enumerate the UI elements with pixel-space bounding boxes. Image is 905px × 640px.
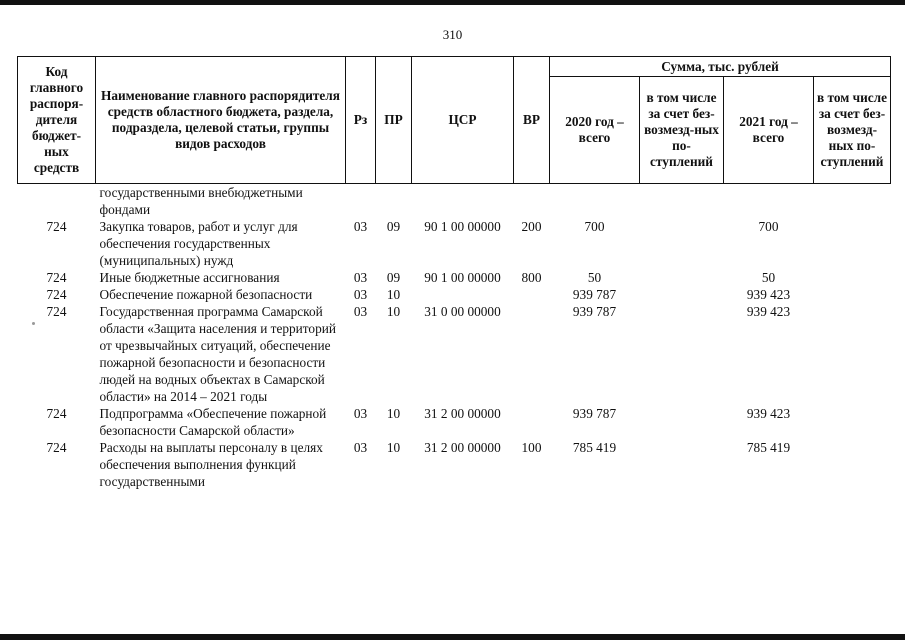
cell-rz: 03: [353, 287, 368, 302]
cell-vr: [514, 303, 550, 405]
cell-code: 724: [46, 270, 67, 285]
cell-2020-total: 939 787: [572, 304, 617, 319]
cell-name: Обеспечение пожарной безопасности: [99, 287, 313, 302]
cell-csr: [412, 184, 514, 219]
cell-2021-total: 50: [761, 270, 776, 285]
page-number: 310: [442, 27, 463, 42]
table-row: [18, 184, 891, 219]
top-border: [0, 0, 905, 5]
table-row: [18, 405, 891, 439]
cell-name: Иные бюджетные ассигнования: [99, 270, 280, 285]
table-row: [18, 439, 891, 490]
header-pr: ПР: [376, 57, 412, 184]
cell-2021-total: [724, 184, 814, 219]
cell-2021-total: 785 419: [746, 440, 791, 455]
cell-2020-total: [550, 184, 640, 219]
header-rz: Рз: [346, 57, 376, 184]
cell-pr: 10: [386, 440, 401, 455]
cell-2021-free: [814, 184, 891, 219]
budget-table: [17, 56, 891, 490]
cell-name: Расходы на выплаты персоналу в целях обеспечения выполнения функций государственными: [99, 440, 323, 489]
cell-pr: 09: [386, 270, 401, 285]
header-code: Код главного распоря-дителя бюджет-ных средств: [18, 57, 96, 184]
cell-name: Государственная программа Самарской области «Защита населения и территорий от чрезвычайных ситуаций, обеспечение пожарной безопасности и безопасности людей на водных объектах в Самарской области» на 2014 – 2021 годы: [99, 304, 336, 404]
cell-vr: 100: [521, 440, 542, 455]
cell-csr: 90 1 00 00000: [424, 270, 501, 285]
cell-csr: 31 2 00 00000: [424, 440, 501, 455]
cell-code: 724: [46, 406, 67, 421]
cell-2021-free: [814, 286, 891, 303]
cell-2021-total: 939 423: [746, 287, 791, 302]
cell-2020-free: [640, 286, 724, 303]
cell-code: 724: [46, 219, 67, 234]
cell-code: 724: [46, 287, 67, 302]
cell-2020-free: [640, 218, 724, 269]
cell-csr: 90 1 00 00000: [424, 219, 501, 234]
cell-2021-free: [814, 269, 891, 286]
table-row: [18, 303, 891, 405]
cell-vr: 200: [521, 219, 542, 234]
cell-code: 724: [46, 440, 67, 455]
cell-2021-total: 939 423: [746, 406, 791, 421]
cell-2021-free: [814, 218, 891, 269]
cell-vr: [514, 184, 550, 219]
cell-rz: 03: [353, 304, 368, 319]
cell-2021-free: [814, 439, 891, 490]
cell-code: 724: [46, 304, 67, 319]
cell-2021-total: 700: [758, 219, 779, 234]
cell-csr: [412, 286, 514, 303]
cell-rz: 03: [353, 406, 368, 421]
cell-name: государственными внебюджетными фондами: [99, 185, 303, 217]
header-2021-total: 2021 год – всего: [724, 77, 814, 184]
cell-vr: [514, 405, 550, 439]
header-csr: ЦСР: [412, 57, 514, 184]
cell-csr: 31 0 00 00000: [424, 304, 501, 319]
cell-vr: 800: [521, 270, 542, 285]
cell-2020-total: 700: [584, 219, 605, 234]
table-row: [18, 218, 891, 269]
cell-rz: 03: [353, 219, 368, 234]
header-name: Наименование главного распорядителя средств областного бюджета, раздела, подраздела, целевой статьи, группы видов расходов: [96, 57, 346, 184]
cell-2020-total: 939 787: [572, 406, 617, 421]
table-row: [18, 269, 891, 286]
cell-vr: [514, 286, 550, 303]
cell-2020-total: 939 787: [572, 287, 617, 302]
cell-rz: 03: [353, 270, 368, 285]
cell-2020-free: [640, 269, 724, 286]
cell-pr: 10: [386, 287, 401, 302]
cell-name: Закупка товаров, работ и услуг для обеспечения государственных (муниципальных) нужд: [99, 219, 298, 268]
cell-2021-total: 939 423: [746, 304, 791, 319]
cell-pr: 10: [386, 304, 401, 319]
header-sum-group: Сумма, тыс. рублей: [550, 57, 891, 77]
bottom-border: [0, 634, 905, 640]
header-2021-free: в том числе за счет без-возмезд-ных по-ступлений: [814, 77, 891, 184]
header-2020-total: 2020 год – всего: [550, 77, 640, 184]
header-vr: ВР: [514, 57, 550, 184]
cell-name: Подпрограмма «Обеспечение пожарной безопасности Самарской области»: [99, 406, 327, 438]
cell-rz: [346, 184, 376, 219]
cell-2021-free: [814, 405, 891, 439]
cell-code: [18, 184, 96, 219]
cell-2020-free: [640, 184, 724, 219]
cell-2020-free: [640, 303, 724, 405]
cell-csr: 31 2 00 00000: [424, 406, 501, 421]
cell-2020-free: [640, 439, 724, 490]
cell-pr: 10: [386, 406, 401, 421]
table-row: [18, 286, 891, 303]
cell-2020-total: 50: [587, 270, 602, 285]
cell-2021-free: [814, 303, 891, 405]
cell-pr: 09: [386, 219, 401, 234]
cell-rz: 03: [353, 440, 368, 455]
cell-2020-total: 785 419: [572, 440, 617, 455]
header-2020-free: в том числе за счет без-возмезд-ных по-ступлений: [640, 77, 724, 184]
cell-2020-free: [640, 405, 724, 439]
cell-pr: [376, 184, 412, 219]
